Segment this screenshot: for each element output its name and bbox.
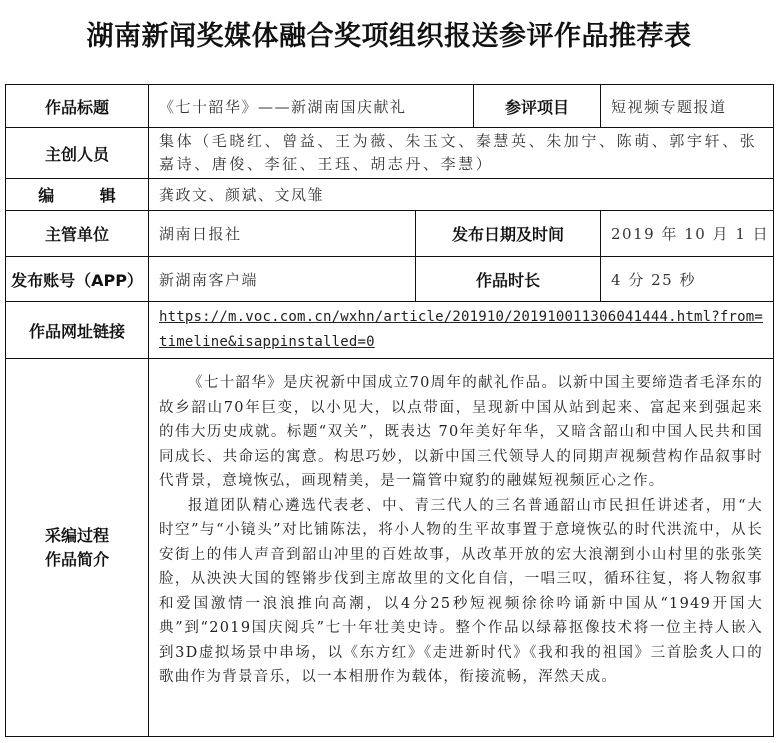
category-value: 短视频专题报道	[601, 85, 774, 128]
recommendation-form-table	[5, 84, 774, 737]
row-creators	[6, 128, 774, 179]
summary-label-line1: 采编过程	[44, 525, 109, 545]
summary-label	[6, 359, 149, 737]
duration-label: 作品时长	[416, 257, 601, 302]
category-label: 参评项目	[474, 85, 601, 128]
work-url-link[interactable]: https://m.voc.com.cn/wxhn/article/201910/201910011306041444.html?from=timeline&isappinstalled=0	[159, 309, 764, 350]
document-title: 湖南新闻奖媒体融合奖项组织报送参评作品推荐表	[86, 21, 692, 52]
row-url	[6, 302, 774, 359]
supervisor-value: 湖南日报社	[149, 211, 416, 257]
summary-text	[149, 359, 774, 737]
editors-value: 龚政文、颜斌、文凤雏	[149, 179, 774, 211]
row-work-title	[6, 85, 774, 128]
account-value: 新湖南客户端	[149, 257, 416, 302]
row-summary	[6, 359, 774, 737]
row-editors	[6, 179, 774, 211]
url-cell	[149, 302, 774, 359]
editors-label	[6, 179, 149, 211]
creators-label: 主创人员	[6, 128, 149, 179]
publish-date-value: 2019 年 10 月 1 日	[601, 211, 774, 257]
account-label: 发布账号（APP）	[6, 257, 149, 302]
summary-paragraph-1: 《七十韶华》是庆祝新中国成立70周年的献礼作品。以新中国主要缔造者毛泽东的故乡韶山70年巨变，以小见大，以点带面，呈现新中国从站到起来、富起来到强起来的伟大历史成就。标题“双关”，既表达 70年美好年华，又暗含韶山和中国人民共和国同成长、共命运的寓意。构思巧妙，以新中国三代领导人的同期声视频营构作品叙事时代背景，意境恢弘，画现精美，是一篇管中窥豹的融媒短视频匠心之作。	[159, 375, 764, 489]
creators-value: 集体（毛晓红、曾益、王为薇、朱玉文、秦慧英、朱加宁、陈萌、郭宇轩、张嘉诗、唐俊、李征、王珏、胡志丹、李慧）	[149, 128, 774, 179]
url-label: 作品网址链接	[6, 302, 149, 359]
publish-date-label: 发布日期及时间	[416, 211, 601, 257]
row-account	[6, 257, 774, 302]
work-title-label: 作品标题	[6, 85, 149, 128]
summary-paragraph-2: 报道团队精心遴选代表老、中、青三代人的三名普通韶山市民担任讲述者，用“大时空”与“小镜头”对比铺陈法，将小人物的生平故事置于意境恢弘的时代洪流中，从长安街上的伟人声音到韶山冲里的百姓故事，从改革开放的宏大浪潮到小山村里的张张笑脸，从泱泱大国的铿锵步伐到主席故里的文化自信，一唱三叹，循环往复，将人物叙事和爱国激情一浪浪推向高潮，以4分25秒短视频徐徐吟诵新中国从“1949开国大典”到“2019国庆阅兵”七十年壮美史诗。整个作品以绿幕抠像技术将一位主持人嵌入到3D虚拟场景中串场，以《东方红》《走进新时代》《我和我的祖国》三首脍炙人口的歌曲作为背景音乐，以一本相册作为载体，衔接流畅，浑然天成。	[159, 497, 764, 685]
work-title-value: 《七十韶华》——新湖南国庆献礼	[149, 85, 474, 128]
duration-value: 4 分 25 秒	[601, 257, 774, 302]
summary-label-line2: 作品简介	[44, 549, 109, 569]
editors-label-text: 编 辑	[38, 186, 136, 205]
supervisor-label: 主管单位	[6, 211, 149, 257]
row-supervisor	[6, 211, 774, 257]
